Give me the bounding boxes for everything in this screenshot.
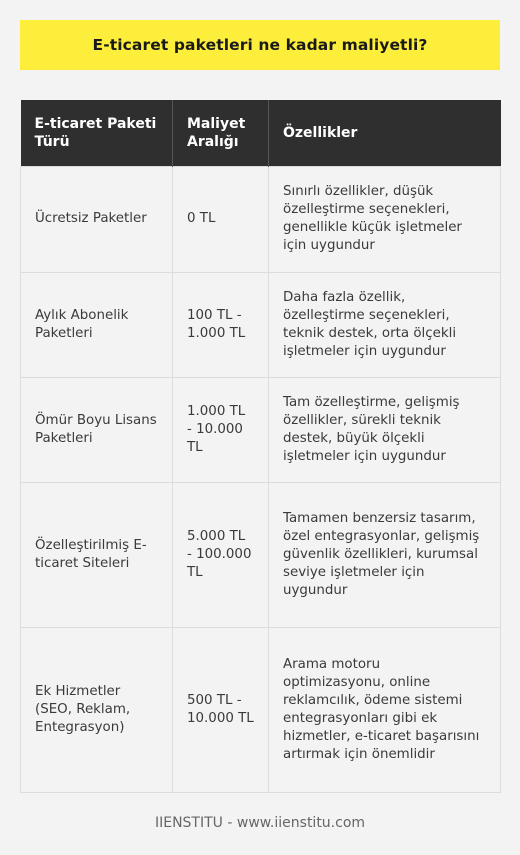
cell-package-type: Ücretsiz Paketler xyxy=(21,166,173,272)
cell-package-type: Ömür Boyu Lisans Paketleri xyxy=(21,377,173,482)
table-row xyxy=(21,166,501,272)
cell-cost-range: 5.000 TL - 100.000 TL xyxy=(173,482,269,627)
cell-cost-range: 0 TL xyxy=(173,166,269,272)
table-row xyxy=(21,272,501,377)
cell-features: Daha fazla özellik, özelleştirme seçenekleri, teknik destek, orta ölçekli işletmeler için uygundur xyxy=(269,272,501,377)
cell-package-type: Özelleştirilmiş E-ticaret Siteleri xyxy=(21,482,173,627)
pricing-table xyxy=(20,100,501,793)
cell-features: Arama motoru optimizasyonu, online reklamcılık, ödeme sistemi entegrasyonları gibi ek hizmetler, e-ticaret başarısını artırmak için önemlidir xyxy=(269,627,501,792)
table-row xyxy=(21,627,501,792)
cell-cost-range: 500 TL - 10.000 TL xyxy=(173,627,269,792)
table-header-row xyxy=(21,100,501,166)
cell-features: Sınırlı özellikler, düşük özelleştirme seçenekleri, genellikle küçük işletmeler için uygundur xyxy=(269,166,501,272)
cell-features: Tam özelleştirme, gelişmiş özellikler, sürekli teknik destek, büyük ölçekli işletmeler için uygundur xyxy=(269,377,501,482)
page-title: E-ticaret paketleri ne kadar maliyetli? xyxy=(92,36,428,54)
header-features: Özellikler xyxy=(269,100,501,166)
header-package-type: E-ticaret Paketi Türü xyxy=(21,100,173,166)
cell-package-type: Aylık Abonelik Paketleri xyxy=(21,272,173,377)
cell-package-type: Ek Hizmetler (SEO, Reklam, Entegrasyon) xyxy=(21,627,173,792)
cell-cost-range: 1.000 TL - 10.000 TL xyxy=(173,377,269,482)
cell-features: Tamamen benzersiz tasarım, özel entegrasyonlar, gelişmiş güvenlik özellikleri, kurumsal seviye işletmeler için uygundur xyxy=(269,482,501,627)
cell-cost-range: 100 TL - 1.000 TL xyxy=(173,272,269,377)
header-cost-range: Maliyet Aralığı xyxy=(173,100,269,166)
table-row xyxy=(21,482,501,627)
footer-credit: IIENSTITU - www.iienstitu.com xyxy=(154,815,366,831)
title-banner xyxy=(20,20,500,70)
table-row xyxy=(21,377,501,482)
